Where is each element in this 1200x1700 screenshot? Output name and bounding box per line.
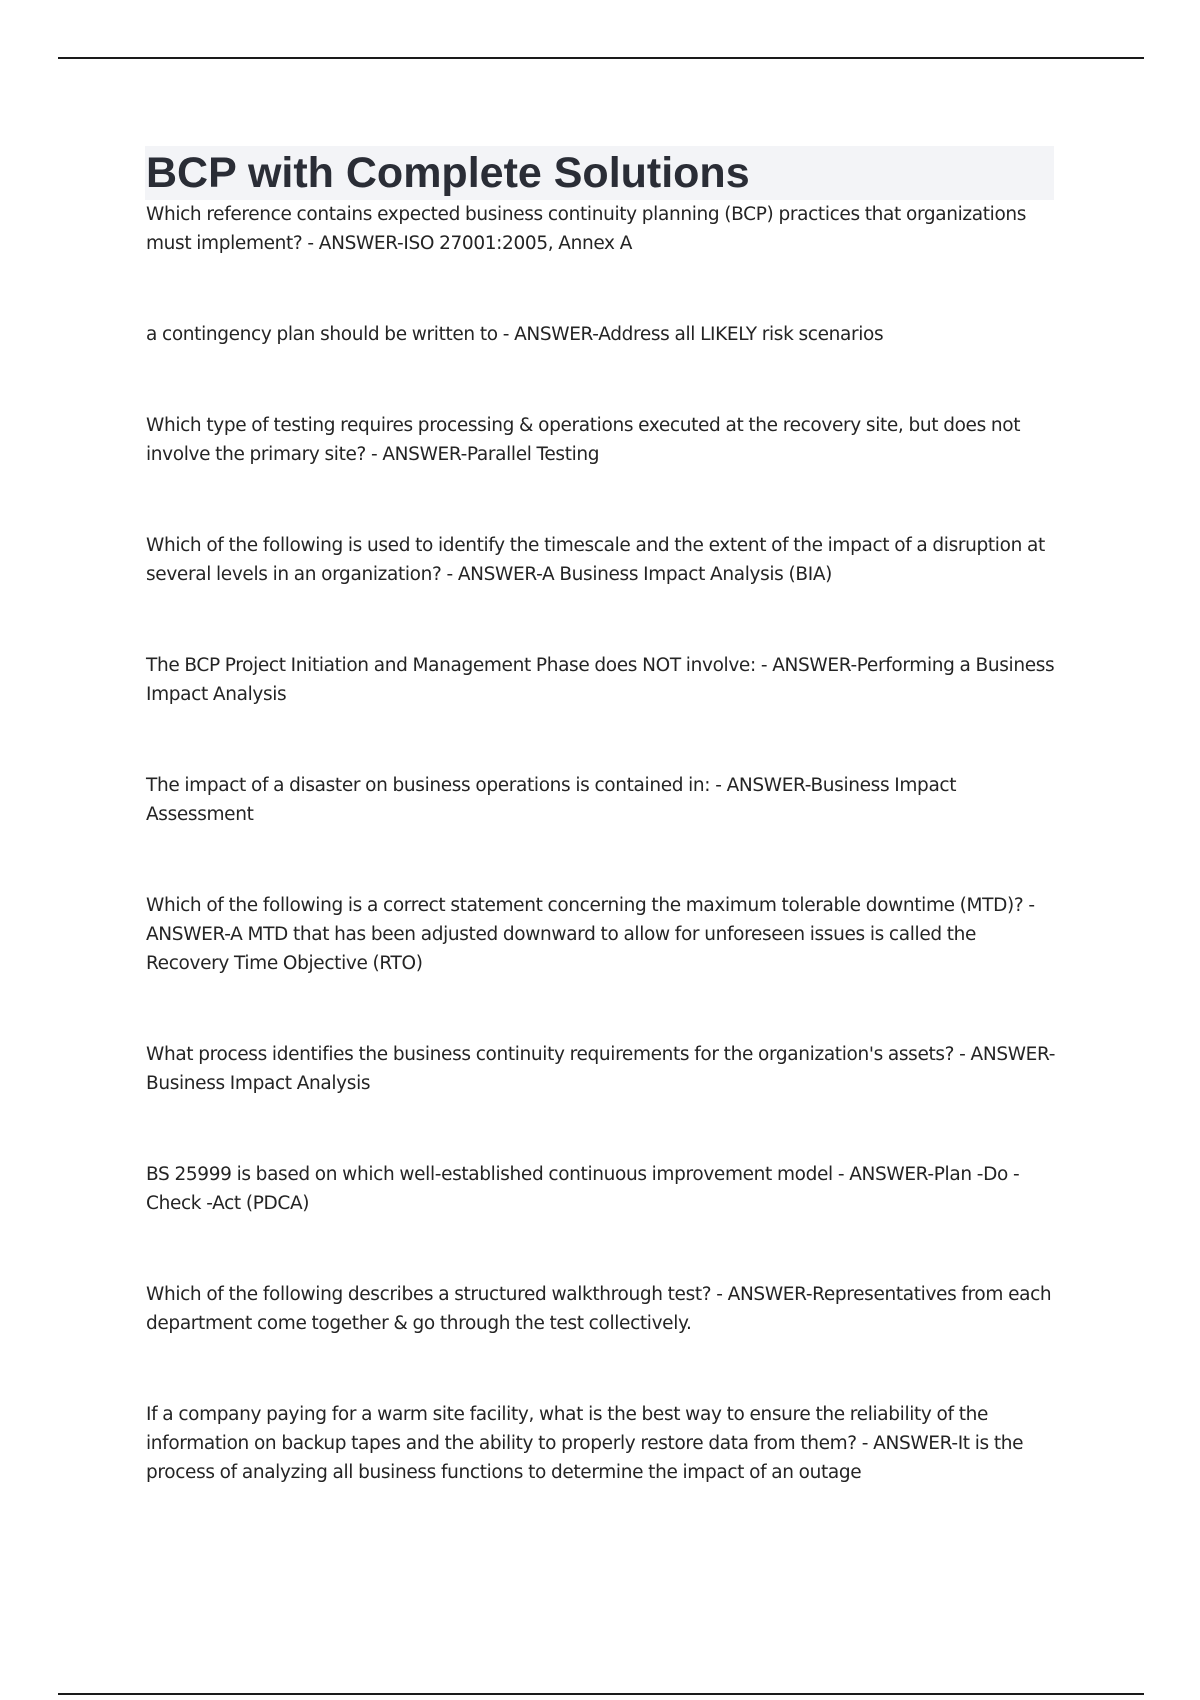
bottom-divider: [58, 1693, 1144, 1695]
qa-item: The BCP Project Initiation and Management Phase does NOT involve: - ANSWER-Performing a Business Impact Analysis: [146, 655, 1055, 705]
qa-item: The impact of a disaster on business operations is contained in: - ANSWER-Business Impact Assessment: [146, 775, 957, 825]
qa-item: Which of the following describes a structured walkthrough test? - ANSWER-Representatives from each department come together & go through the test collectively.: [146, 1284, 1052, 1334]
top-divider: [58, 57, 1144, 59]
qa-item: BS 25999 is based on which well-established continuous improvement model - ANSWER-Plan -Do -Check -Act (PDCA): [146, 1164, 1020, 1214]
page-title: BCP with Complete Solutions: [146, 149, 750, 197]
qa-item: Which of the following is used to identify the timescale and the extent of the impact of a disruption at several levels in an organization? - ANSWER-A Business Impact Analysis (BIA): [146, 535, 1045, 585]
qa-item: If a company paying for a warm site facility, what is the best way to ensure the reliability of the information on backup tapes and the ability to properly restore data from them? - ANSWER-It is the process of analyzing all business functions to determine the impact of an outage: [146, 1404, 1024, 1483]
qa-item: What process identifies the business continuity requirements for the organization's assets? - ANSWER-Business Impact Analysis: [146, 1044, 1056, 1094]
qa-list: [146, 200, 1061, 1487]
qa-item: Which type of testing requires processing & operations executed at the recovery site, but does not involve the primary site? - ANSWER-Parallel Testing: [146, 415, 1021, 465]
qa-item: Which of the following is a correct statement concerning the maximum tolerable downtime (MTD)? - ANSWER-A MTD that has been adjusted downward to allow for unforeseen issues is called the Recovery Time Objective (RTO): [146, 895, 1035, 974]
qa-item: Which reference contains expected business continuity planning (BCP) practices that organizations must implement? - ANSWER-ISO 27001:2005, Annex A: [146, 204, 1027, 254]
qa-item: a contingency plan should be written to - ANSWER-Address all LIKELY risk scenarios: [146, 324, 884, 345]
